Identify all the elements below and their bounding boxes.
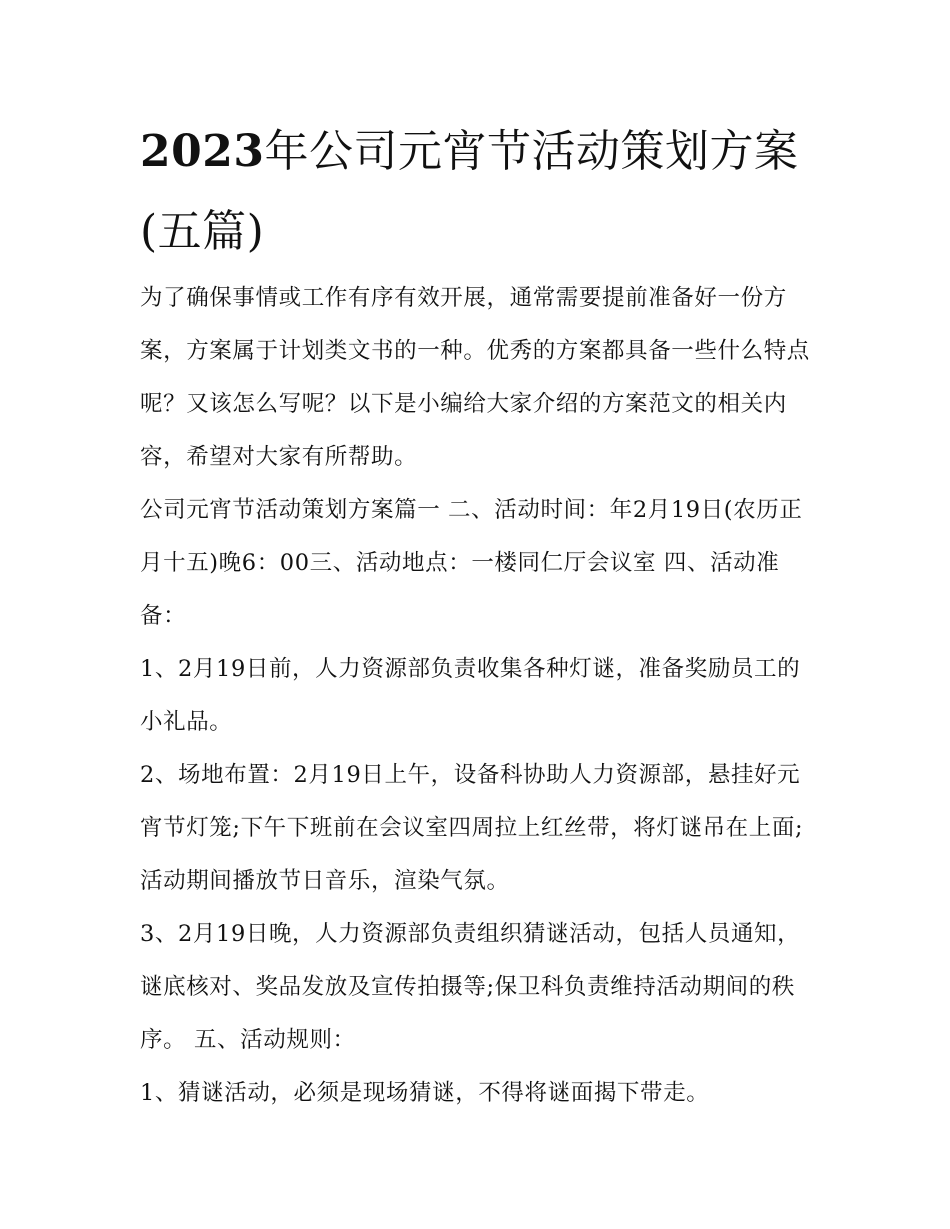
document-title (140, 112, 830, 272)
list-item-paragraph: 1、2月19日前，人力资源部负责收集各种灯谜，准备奖励员工的小礼品。 (140, 656, 801, 735)
title-year: 2023 (140, 126, 265, 177)
section-paragraph: 公司元宵节活动策划方案篇一 二、活动时间：年2月19日(农历正月十五)晚6：00三、活动地点：一楼同仁厅会议室 四、活动准备： (140, 497, 803, 629)
list-item-paragraph: 2、场地布置：2月19日上午，设备科协助人力资源部，悬挂好元宵节灯笼;下午下班前在会议室四周拉上红丝带，将灯谜吊在上面;活动期间播放节日音乐，渲染气氛。 (140, 762, 804, 894)
list-item-paragraph: 1、猜谜活动，必须是现场猜谜，不得将谜面揭下带走。 (140, 1080, 710, 1106)
list-item-paragraph: 3、2月19日晚，人力资源部负责组织猜谜活动，包括人员通知，谜底核对、奖品发放及宣传拍摄等;保卫科负责维持活动期间的秩序。 五、活动规则： (140, 921, 801, 1053)
title-text: 年公司元宵节活动策划方案(五篇) (140, 126, 799, 257)
intro-paragraph: 为了确保事情或工作有序有效开展，通常需要提前准备好一份方案，方案属于计划类文书的一种。优秀的方案都具备一些什么特点呢？又该怎么写呢？以下是小编给大家介绍的方案范文的相关内容，希望对大家有所帮助。 (140, 285, 810, 470)
document-body (140, 272, 815, 1120)
